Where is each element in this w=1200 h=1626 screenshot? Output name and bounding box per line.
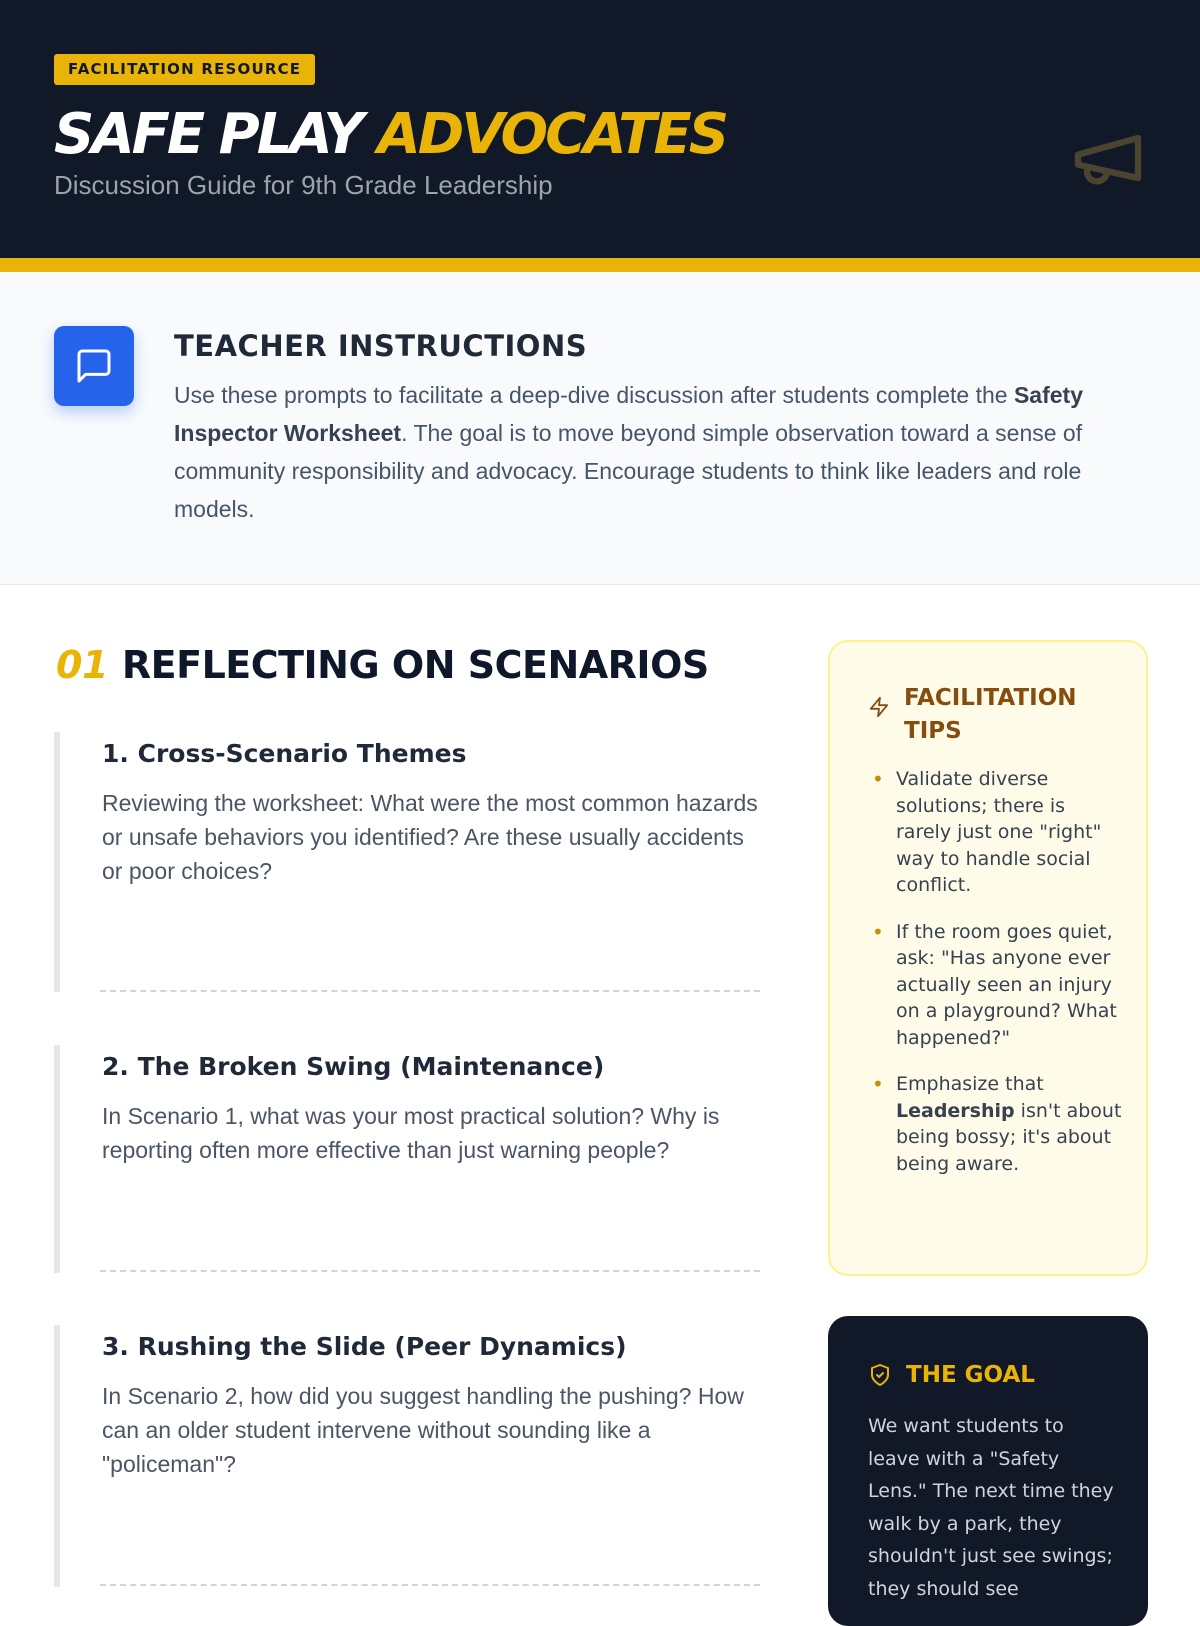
goal-title: THE GOAL	[906, 1362, 1035, 1388]
tips-list	[872, 766, 1122, 1197]
instructions-text-start: Use these prompts to facilitate a deep-dive discussion after students complete the	[174, 382, 1014, 408]
message-square-icon	[54, 326, 134, 406]
title-accent: ADVOCATES	[377, 102, 727, 167]
tips-header	[868, 682, 1094, 748]
tip-text-end: isn't about being bossy; it's about being aware.	[896, 1099, 1122, 1175]
header-accent-stripe	[0, 258, 1200, 272]
section-title	[56, 638, 709, 692]
instructions-text-end: . The goal is to move beyond simple observation toward a sense of community responsibility and advocacy. Encourage students to think like leaders and role models.	[174, 420, 1083, 522]
tip-item	[872, 766, 1122, 899]
teacher-instructions-panel	[0, 272, 1200, 585]
megaphone-icon	[1068, 118, 1148, 198]
header-banner	[0, 0, 1200, 258]
question-text: In Scenario 2, how did you suggest handling the pushing? How can an older student intervene without sounding like a "policeman"?	[102, 1383, 744, 1477]
tips-title: FACILITATION TIPS	[904, 685, 1077, 744]
goal-header	[868, 1360, 1035, 1390]
question-title: 1. Cross-Scenario Themes	[102, 739, 467, 768]
question-title: 2. The Broken Swing (Maintenance)	[102, 1052, 605, 1081]
resource-badge: FACILITATION RESOURCE	[54, 54, 315, 85]
answer-line	[100, 990, 760, 992]
instructions-title: TEACHER INSTRUCTIONS	[174, 329, 588, 363]
page-subtitle: Discussion Guide for 9th Grade Leadership	[54, 170, 553, 200]
bullet-icon: •	[872, 919, 884, 944]
shield-check-icon	[868, 1363, 892, 1387]
goal-card	[828, 1316, 1148, 1626]
bullet-icon: •	[872, 767, 884, 791]
answer-line	[100, 1270, 760, 1272]
title-main: SAFE PLAY	[54, 102, 361, 167]
answer-line	[100, 1584, 760, 1586]
discussion-question	[54, 1045, 760, 1273]
instructions-body	[174, 376, 1144, 528]
question-text: Reviewing the worksheet: What were the most common hazards or unsafe behaviors you identified? Are these usually accidents or poor choices?	[102, 790, 758, 884]
discussion-question	[54, 732, 760, 992]
tip-bold-text: Leadership	[896, 1099, 1015, 1122]
tip-text: If the room goes quiet, ask: "Has anyone ever actually seen an injury on a playground? What happened?"	[896, 920, 1117, 1049]
goal-text: We want students to leave with a "Safety Lens." The next time they walk by a park, they shouldn't just see swings; they should see	[868, 1415, 1114, 1600]
bullet-icon: •	[872, 1072, 884, 1096]
question-text: In Scenario 1, what was your most practical solution? Why is reporting often more effective than just warning people?	[102, 1103, 720, 1163]
section-title-text: REFLECTING ON SCENARIOS	[121, 643, 709, 687]
question-title: 3. Rushing the Slide (Peer Dynamics)	[102, 1332, 627, 1361]
page-title	[54, 100, 726, 170]
worksheet-name: Safety Inspector Worksheet	[174, 382, 1083, 446]
tip-text-start: Emphasize that	[896, 1073, 1044, 1095]
tip-item	[872, 919, 1122, 1052]
zap-icon	[868, 696, 890, 718]
facilitation-tips-card	[828, 640, 1148, 1276]
discussion-question	[54, 1325, 760, 1587]
section-number: 01	[56, 643, 108, 687]
tip-text: Validate diverse solutions; there is rarely just one "right" way to handle social conflict.	[896, 768, 1102, 896]
tip-item	[872, 1071, 1122, 1177]
